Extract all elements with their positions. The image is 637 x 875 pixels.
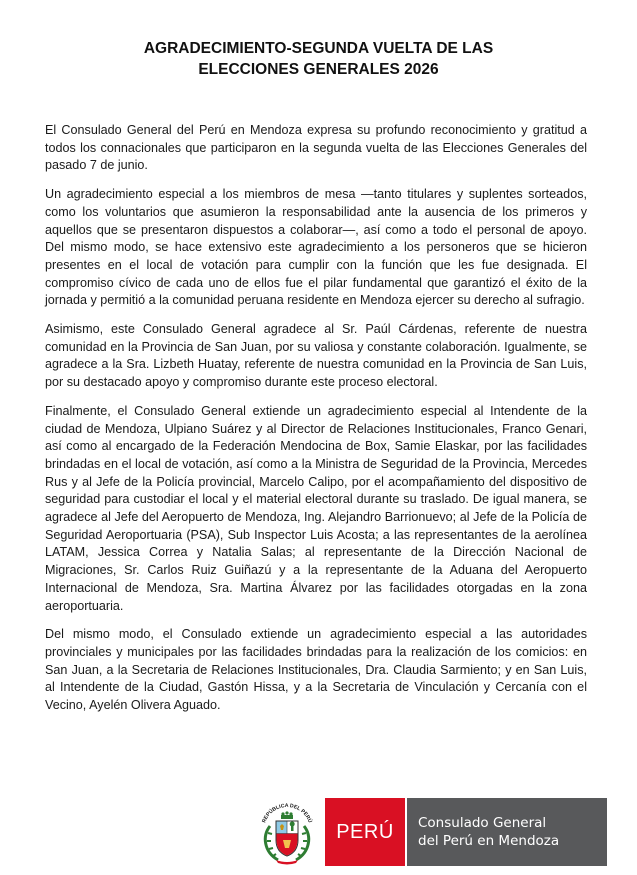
paragraph-5: Del mismo modo, el Consulado extiende un agradecimiento especial a las autoridades provinciales y municipales por las facilidades brindadas para la realización de los comicios: en San Juan, a la Secretaria de Relaciones Institucionales, Dra. Claudia Sarmiento; y en San Luis, al Intendente de la Ciudad, Gastón Hissa, y a la Secretaria de Vinculación y Cercanía con el Vecino, Ayelén Olivera Aguado. [45,627,587,713]
paragraph-2: Un agradecimiento especial a los miembros de mesa —tanto titulares y suplentes sorteados, como los voluntarios que asumieron la responsabilidad ante la ausencia de los primeros y aquellos que se presentaron dispuestos a colaborar—, así como a todo el personal de apoyo. Del mismo modo, se hace extensivo este agradecimiento a los personeros que se hicieron presentes en el local de votación para cumplir con la función que les fue designada. El compromiso cívico de cada uno de ellos fue el pilar fundamental que garantizó el éxito de la jornada y permitió a la comunidad peruana residente en Mendoza ejercer su derecho al sufragio. [45,187,587,308]
consulate-logo-footer [252,796,607,868]
paragraph-4: Finalmente, el Consulado General extiende un agradecimiento especial al Intendente de la ciudad de Mendoza, Ulpiano Suárez y al Director de Relaciones Institucionales, Franco Genari, así como al encargado de la Federación Mendocina de Box, Samie Elaskar, por las facilidades brindadas en el local de votación, así como a la Ministra de Seguridad de la Provincia, Mercedes Rus y al Jefe de la Policía provincial, Marcelo Calipo, por el acompañamiento del dispositivo de seguridad para custodiar el local y el material electoral durante su traslado. De igual manera, se agradece al Jefe del Aeropuerto de Mendoza, Ing. Alejandro Barrionuevo; al Jefe de la Policía de Seguridad Aeroportuaria (PSA), Sub Inspector Luis Acosta; a las representantes de la aerolínea LATAM, Jessica Correa y Natalia Salas; al representante de la Dirección Nacional de Migraciones, Sr. Carlos Ruiz Guiñazú y a la representante de la Aduana del Aeropuerto Internacional de Mendoza, Sra. Martina Álvarez por las facilidades otorgadas en la zona aeroportuaria. [45,403,587,613]
consulate-name-box [407,798,607,866]
title-line-1: AGRADECIMIENTO-SEGUNDA VUELTA DE LAS [143,40,494,57]
document-title [0,38,637,80]
peru-label: PERÚ [336,820,394,843]
paragraph-3: Asimismo, este Consulado General agradece al Sr. Paúl Cárdenas, referente de nuestra comunidad en la Provincia de San Juan, por su valiosa y constante colaboración. Igualmente, se agradece a la Sra. Lizbeth Huatay, referente de nuestra comunidad en la Provincia de San Luis, por su destacado apoyo y compromiso durante este proceso electoral. [45,322,587,390]
consulate-line-2: del Perú en Mendoza [418,833,560,849]
title-line-2: ELECCIONES GENERALES 2026 [198,61,439,78]
seal-text: REPÚBLICA DEL PERÚ [261,802,313,824]
peru-brand-box [325,798,405,866]
paragraph-1: El Consulado General del Perú en Mendoza expresa su profundo reconocimiento y gratitud a todos los connacionales que participaron en la segunda vuelta de las Elecciones Generales del pasado 7 de junio. [45,123,587,173]
consulate-line-1: Consulado General [418,815,547,831]
document-body [45,122,587,726]
coat-of-arms-icon [252,796,322,866]
